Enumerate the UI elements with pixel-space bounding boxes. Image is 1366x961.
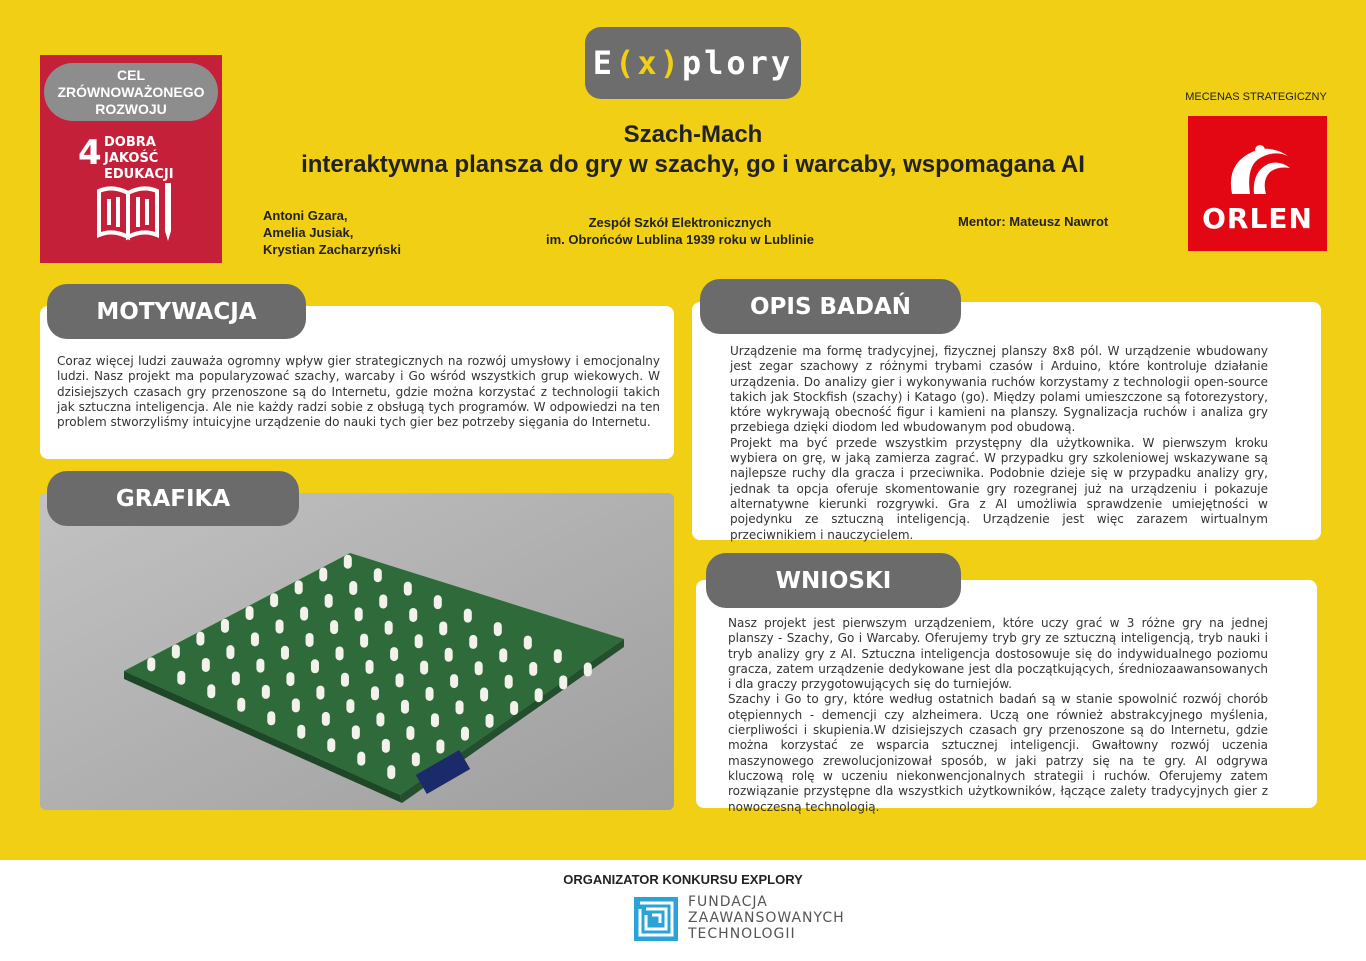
led <box>469 635 477 649</box>
led <box>559 675 567 689</box>
led <box>346 699 354 713</box>
led <box>147 657 155 671</box>
led <box>461 727 469 741</box>
led <box>415 634 423 648</box>
led <box>322 712 330 726</box>
author-1: Antoni Gzara, <box>263 208 348 223</box>
led <box>529 662 537 676</box>
led <box>330 620 338 634</box>
sdg-pill-line1: CEL <box>117 66 145 83</box>
led <box>450 674 458 688</box>
led <box>420 661 428 675</box>
sdg-number: 4 <box>78 133 102 173</box>
poster-title <box>200 120 1186 180</box>
led <box>396 673 404 687</box>
led <box>202 658 210 672</box>
sdg-goal-line2: EDUKACJI <box>104 167 174 182</box>
foundation-line2: ZAAWANSOWANYCH <box>688 910 845 926</box>
graphic-heading: GRAFIKA <box>47 471 299 526</box>
led <box>426 687 434 701</box>
motivation-heading: MOTYWACJA <box>47 284 306 339</box>
conclusions-paragraph-2: Szachy i Go to gry, które według ostatnich badań są w stanie spowolnić rozwój chorób otępiennych - demencji czy alzheimera. Uczą one również abstrakcyjnego myślenia, cierpliwości i skupienia.W dzisiejszych czasach gry przenoszone są do Internetu, gdzie można korzystać ze wsparcia sztucznej inteligencji. Gwałtowny rozwój uczenia maszynowego zrewolucjonizował sposób, w jaki patrzy się na te gry. AI odgrywa kluczową rolę w uczeniu niekonwencjonalnych strategii i ruchów. Oferujemy zatem rozwiązanie przystępne dla wszystkich użytkowników, łączące zalety tradycyjnych gier z nowoczesną technologią. <box>728 692 1268 814</box>
led <box>366 660 374 674</box>
led <box>177 671 185 685</box>
logo-paren-close: ) <box>659 44 682 82</box>
conclusions-text <box>728 616 1268 815</box>
led <box>316 686 324 700</box>
title-line2: interaktywna plansza do gry w szachy, go i warcaby, wspomagana AI <box>301 151 1085 178</box>
organizer-label: ORGANIZATOR KONKURSU EXPLORY <box>563 872 803 887</box>
led <box>281 646 289 660</box>
led <box>505 675 513 689</box>
research-text <box>730 344 1268 543</box>
led <box>445 648 453 662</box>
led <box>486 714 494 728</box>
led <box>379 595 387 609</box>
led <box>499 648 507 662</box>
research-paragraph-1: Urządzenie ma formę tradycyjnej, fizycznej planszy 8x8 pól. W urządzenie wbudowany jest zegar szachowy z różnymi trybami czasów i Arduino, które kontroluje działanie urządzenia. Do analizy gier i wykonywania ruchów korzystamy z technologii open-source takich jak Stockfish (szachy) i Katago (go). Między polami umieszczone są fotorezystory, które wykrywają obecność figur i kamieni na planszy. Sygnalizacja ruchów i analiza gry przebiega dzięki diodom led wbudowanym pod obudową. <box>730 344 1268 435</box>
sdg-badge <box>40 55 222 263</box>
author-3: Krystian Zacharzyński <box>263 242 402 257</box>
led <box>297 725 305 739</box>
led <box>292 698 300 712</box>
led <box>355 607 363 621</box>
led <box>226 645 234 659</box>
led <box>436 740 444 754</box>
led <box>434 595 442 609</box>
logo-paren-open: ( <box>615 44 638 82</box>
led <box>535 688 543 702</box>
sdg-goal-line1: DOBRA JAKOŚĆ <box>104 135 159 166</box>
sdg-pill-line3: ROZWOJU <box>95 100 167 117</box>
led <box>387 765 395 779</box>
pcb-board-render <box>40 493 674 810</box>
led <box>554 649 562 663</box>
school-line1: Zespół Szkół Elektronicznych <box>588 215 772 230</box>
led <box>431 713 439 727</box>
motivation-text: Coraz więcej ludzi zauważa ogromny wpływ gier strategicznych na rozwój umysłowy i emocjonalny ludzi. Nasz projekt ma popularyzować szachy, warcaby i Go wśród wszystkich grup wiekowych. W dzisiejszych czasach gry przenoszone są do Internetu, gdzie można korzystać z technologii takich jak sztuczna inteligencja. Ale nie każdy radzi sobie z obsługą tych programów. W odpowiedzi na ten problem stworzyliśmy intuicyjne urządzenie do nauki tych gier bez potrzeby sięgania do Internetu. <box>57 354 660 430</box>
led <box>406 726 414 740</box>
led <box>456 700 464 714</box>
conclusions-heading: WNIOSKI <box>706 553 961 608</box>
led <box>390 647 398 661</box>
led <box>270 593 278 607</box>
led <box>510 701 518 715</box>
research-paragraph-2: Projekt ma być przede wszystkim przystępny dla użytkownika. W pierwszym kroku wybiera on grę, w jaką zamierza zagrać. W przypadku gry szkoleniowej wskazywane są najlepsze ruchy dla gracza i przeciwnika. Podobnie dzieje się w przypadku analizy gry, jednak ta opcja oferuje skomentowanie gry rozegranej już na urządzeniu i pokazuje alternatywne kierunki rozgrywki. Gra z AI umożliwia sprawdzenie umiejętności w pojedynku ze sztuczną inteligencją. Urządzenie jest więc zarazem wirtualnym przeciwnikiem i nauczycielem. <box>730 435 1268 542</box>
sponsor-label: MECENAS STRATEGICZNY <box>1185 91 1327 103</box>
led <box>262 685 270 699</box>
led <box>374 568 382 582</box>
orlen-logo <box>1188 116 1327 251</box>
led <box>494 622 502 636</box>
led <box>584 663 592 677</box>
led <box>480 688 488 702</box>
led <box>196 632 204 646</box>
sdg-pill <box>44 63 218 121</box>
mentor: Mentor: Mateusz Nawrot <box>958 214 1109 229</box>
led <box>251 632 259 646</box>
led <box>295 580 303 594</box>
led <box>401 700 409 714</box>
led <box>286 672 294 686</box>
sdg-goal <box>104 135 204 183</box>
maze-icon <box>634 897 678 941</box>
led <box>464 609 472 623</box>
school <box>520 214 840 248</box>
led <box>382 739 390 753</box>
led <box>371 686 379 700</box>
explory-logo <box>585 27 801 99</box>
led <box>300 607 308 621</box>
foundation-line3: TECHNOLOGII <box>688 926 796 942</box>
led <box>256 659 264 673</box>
research-card <box>692 302 1321 540</box>
title-line1: Szach-Mach <box>623 121 763 148</box>
foundation-name <box>688 894 845 942</box>
led <box>336 646 344 660</box>
led <box>311 659 319 673</box>
conclusions-card <box>696 580 1317 814</box>
led <box>267 711 275 725</box>
led <box>524 636 532 650</box>
led <box>439 621 447 635</box>
led <box>327 738 335 752</box>
graphic-panel <box>40 493 674 810</box>
logo-x: x <box>637 44 660 82</box>
led <box>385 621 393 635</box>
authors <box>263 207 401 258</box>
orlen-eagle-icon <box>1218 136 1298 202</box>
led <box>276 620 284 634</box>
author-2: Amelia Jusiak, <box>263 225 354 240</box>
led <box>412 752 420 766</box>
led <box>360 634 368 648</box>
led <box>475 661 483 675</box>
sdg-pill-line2: ZRÓWNOWAŻONEGO <box>57 83 205 100</box>
led <box>319 568 327 582</box>
led <box>376 713 384 727</box>
led <box>237 698 245 712</box>
led <box>352 725 360 739</box>
school-line2: im. Obrońców Lublina 1939 roku w Lublinie <box>546 232 814 247</box>
led <box>221 619 229 633</box>
led <box>341 673 349 687</box>
led <box>344 555 352 569</box>
foundation-line1: FUNDACJA <box>688 894 768 910</box>
led <box>246 606 254 620</box>
conclusions-paragraph-1: Nasz projekt jest pierwszym urządzeniem, które uczy grać w 3 różne gry na jednej planszy - Szachy, Go i Warcaby. Oferujemy tryb gry ze sztuczną inteligencją, tryb nauki i tryb analizy gry z AI. Sztuczna inteligencja dostosowuje się do indywidualnego poziomu gracza, zatem urządzenie dedykowane jest dla początkujących, średniozaawansowanych i dla graczy przygotowujących się do turniejów. <box>728 616 1268 692</box>
book-pencil-icon <box>95 177 175 243</box>
led <box>172 645 180 659</box>
logo-prefix: E <box>592 44 616 82</box>
footer <box>0 860 1366 961</box>
research-heading: OPIS BADAŃ <box>700 279 961 334</box>
led <box>306 633 314 647</box>
logo-suffix: plory <box>681 44 794 82</box>
led <box>207 684 215 698</box>
led <box>409 608 417 622</box>
led <box>232 671 240 685</box>
led <box>404 582 412 596</box>
sponsor-name: ORLEN <box>1202 202 1313 235</box>
led <box>325 594 333 608</box>
led <box>357 752 365 766</box>
led <box>349 581 357 595</box>
